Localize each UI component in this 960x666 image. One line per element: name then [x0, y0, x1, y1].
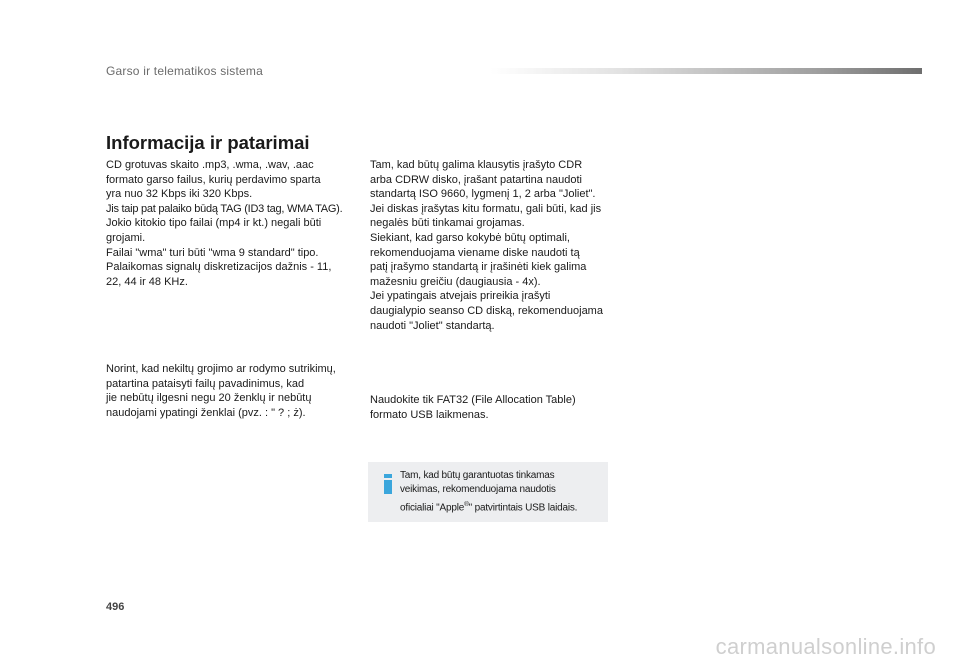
registered-mark: ®: [464, 500, 469, 508]
usb-format-text: [370, 393, 620, 422]
text-line: Jokio kitokio tipo failai (mp4 ir kt.) negali būti: [106, 217, 322, 230]
text-line: standartą ISO 9660, lygmenį 1, 2 arba "Joliet".: [370, 188, 596, 201]
page-title: Informacija ir patarimai: [106, 132, 310, 153]
right-column-text: [370, 158, 620, 333]
left-column-text: [106, 158, 358, 289]
text-line: Norint, kad nekiltų grojimo ar rodymo sutrikimų,: [106, 363, 336, 375]
text-line: daugialypio seanso CD diską, rekomenduojama: [370, 304, 603, 317]
text-line: arba CDRW disko, įrašant patartina naudoti: [370, 173, 582, 186]
info-box: [368, 462, 608, 522]
text-line: Jei ypatingais atvejais prireikia įrašyti: [370, 290, 551, 303]
info-line: oficialiai "Apple: [400, 502, 465, 514]
text-line: jie nebūtų ilgesni negu 20 ženklų ir nebūtų: [106, 392, 312, 405]
text-line: formato garso failus, kurių perdavimo sparta: [106, 173, 321, 186]
text-line: Failai "wma" turi būti "wma 9 standard" tipo.: [106, 246, 319, 259]
info-line: Tam, kad būtų garantuotas tinkamas: [400, 470, 555, 481]
info-line: veikimas, rekomenduojama naudotis: [400, 484, 556, 496]
page-number: 496: [106, 601, 125, 613]
filename-advice-text: [106, 362, 358, 420]
text-line: Jei diskas įrašytas kitu formatu, gali būti, kad jis: [370, 202, 602, 215]
info-text: [400, 469, 605, 516]
info-icon: [384, 474, 392, 494]
text-line: Jis taip pat palaiko būdą TAG (ID3 tag, WMA TAG).: [106, 202, 343, 215]
text-line: rekomenduojama viename diske naudoti tą: [370, 246, 580, 259]
text-line: CD grotuvas skaito .mp3, .wma, .wav, .aac: [106, 159, 314, 171]
text-line: formato USB laikmenas.: [370, 408, 489, 421]
text-line: negalės būti tinkamai grojamas.: [370, 217, 525, 230]
text-line: Siekiant, kad garso kokybė būtų optimali,: [370, 231, 570, 244]
header-section-title: Garso ir telematikos sistema: [106, 64, 263, 78]
text-line: naudoti "Joliet" standartą.: [370, 319, 495, 332]
text-line: yra nuo 32 Kbps iki 320 Kbps.: [106, 188, 253, 201]
text-line: patį įrašymo standartą ir įrašinėti kiek galima: [370, 261, 587, 274]
text-line: mažesniu greičiu (daugiausia - 4x).: [370, 275, 541, 288]
text-line: Tam, kad būtų galima klausytis įrašyto CDR: [370, 159, 583, 171]
text-line: patartina pataisyti failų pavadinimus, kad: [106, 377, 305, 390]
header-decorative-bar: [490, 68, 922, 74]
text-line: naudojami ypatingi ženklai (pvz. : " ? ; ż).: [106, 406, 306, 419]
text-line: Naudokite tik FAT32 (File Allocation Table): [370, 394, 576, 406]
info-line: " patvirtintais USB laidais.: [468, 502, 578, 514]
text-line: grojami.: [106, 231, 146, 244]
watermark: carmanualsonline.info: [715, 634, 936, 659]
text-line: Palaikomas signalų diskretizacijos dažnis - 11,: [106, 261, 332, 274]
text-line: 22, 44 ir 48 KHz.: [106, 275, 188, 288]
